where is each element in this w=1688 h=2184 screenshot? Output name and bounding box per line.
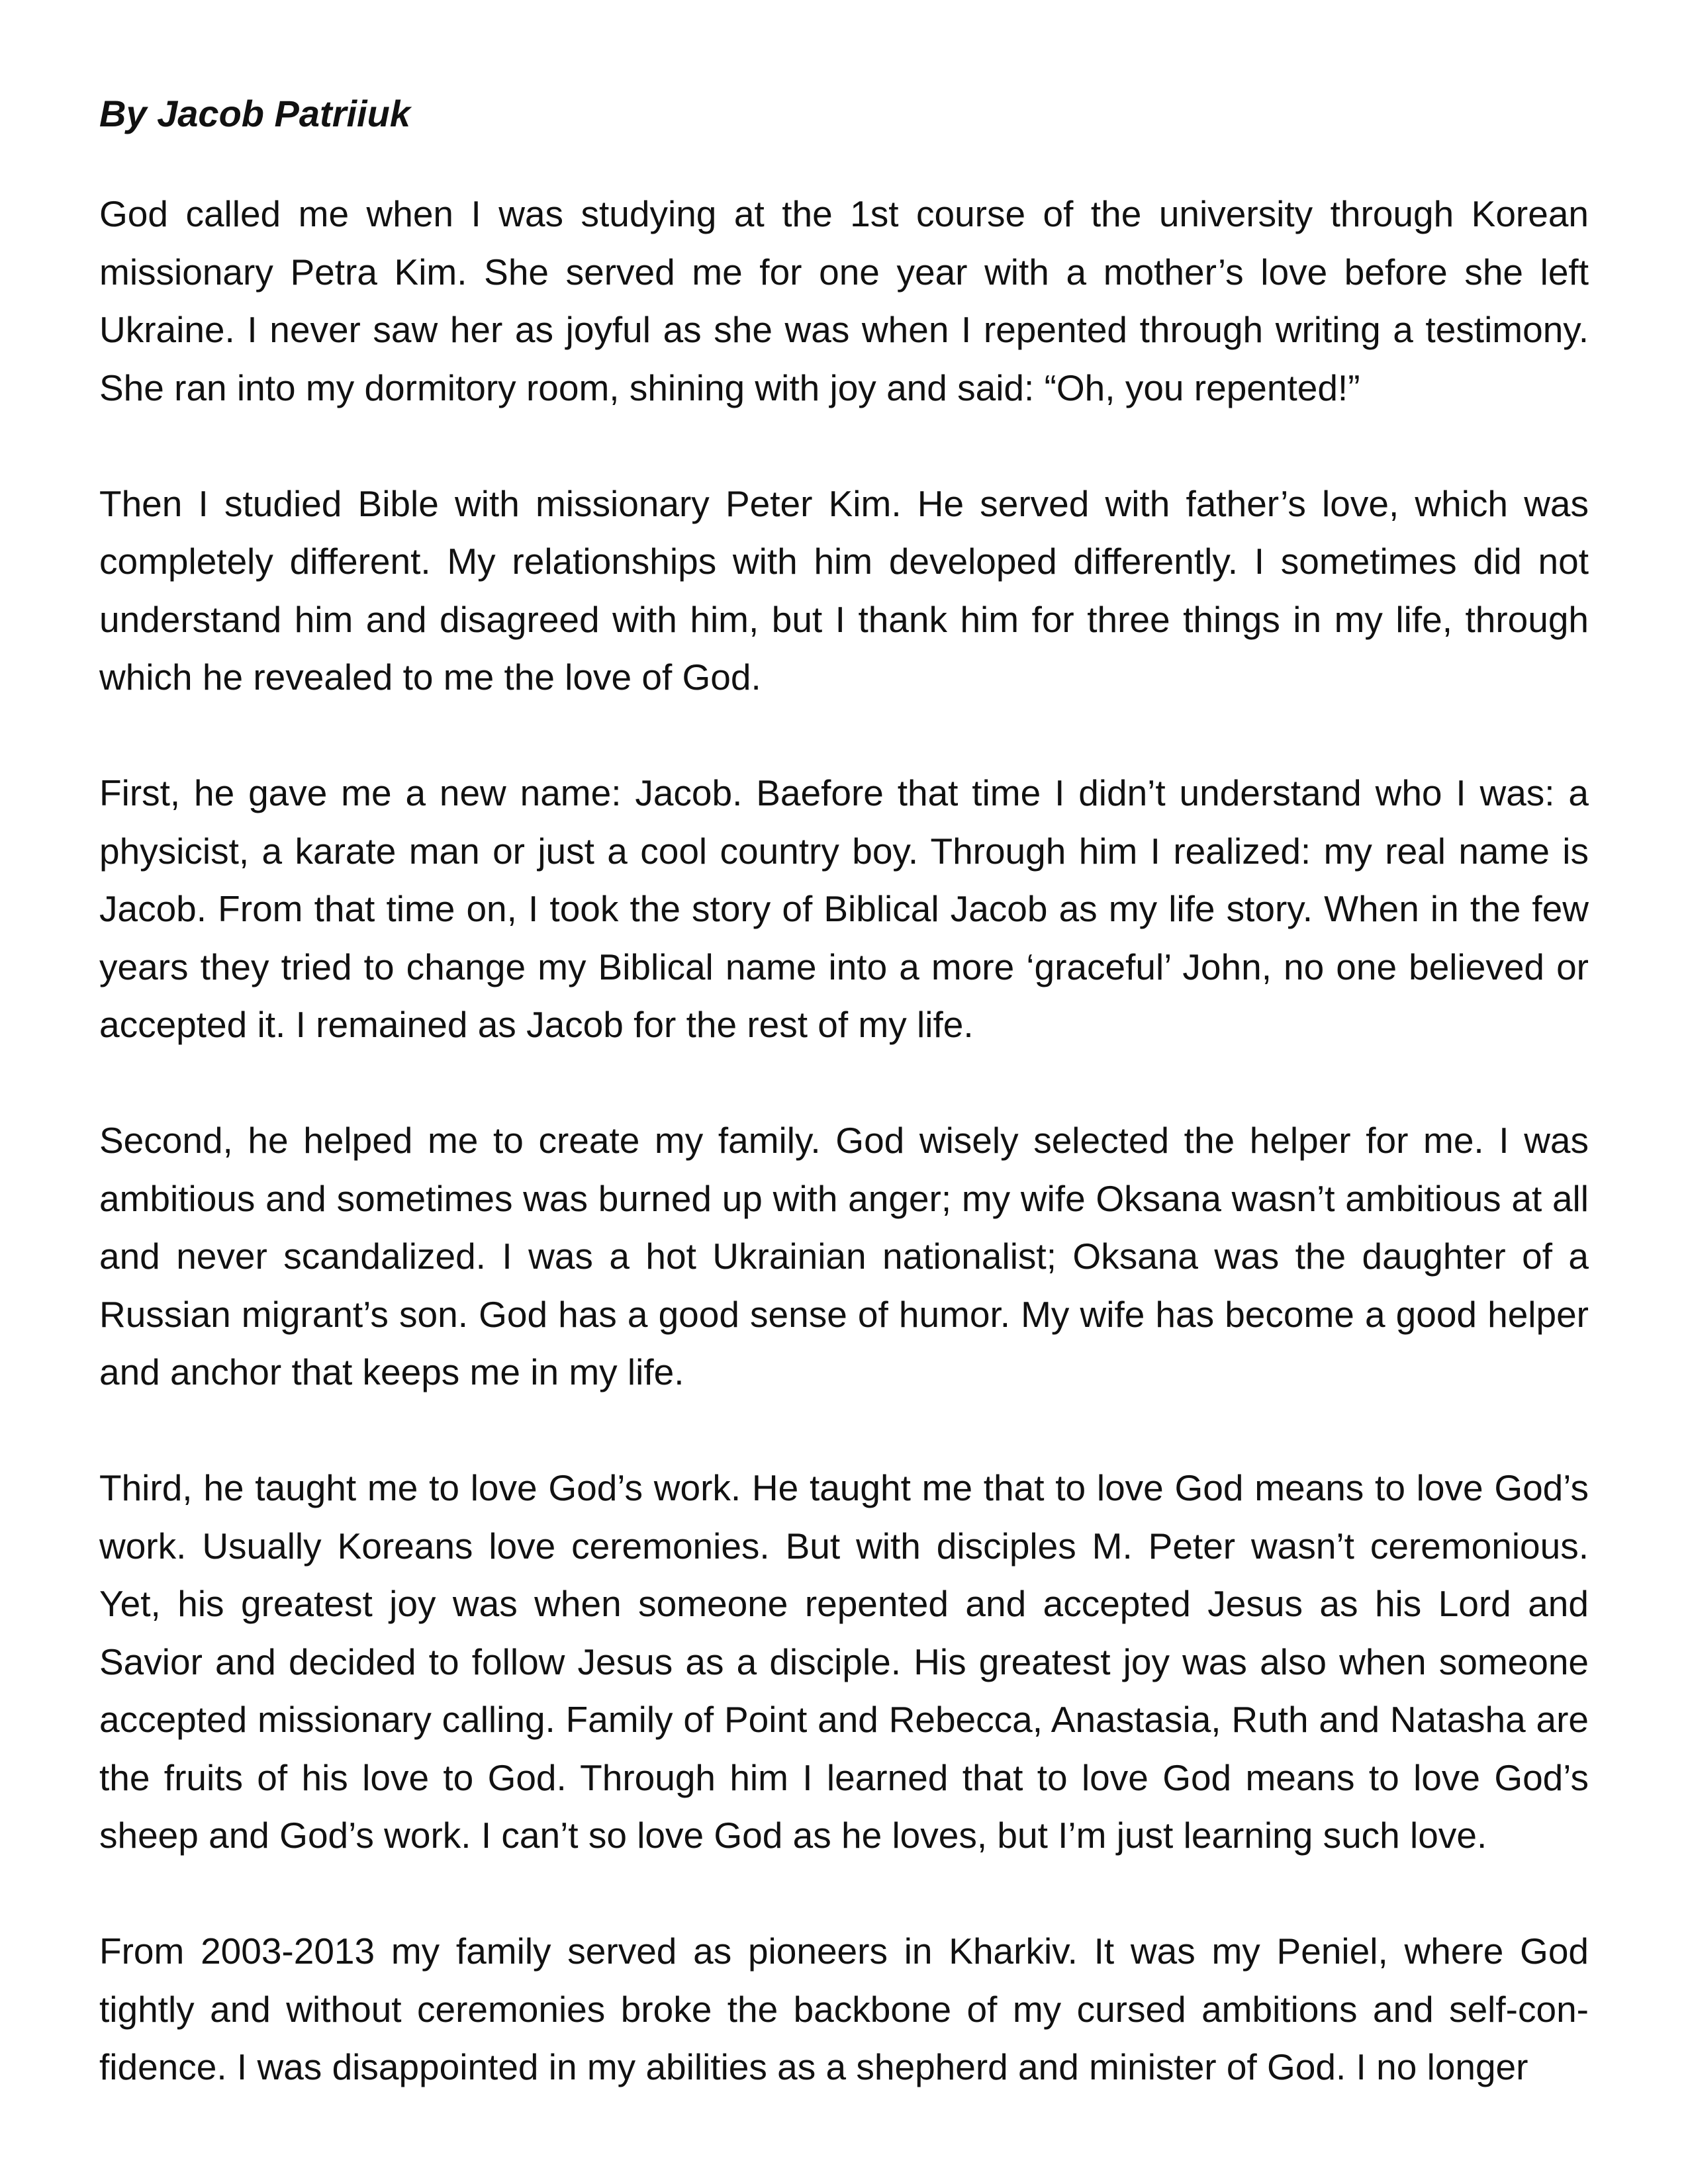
- paragraph-2: Then I studied Bible with missionary Peter Kim. He served with father’s love, which was completely different. My relationships with him developed differently. I sometimes did not understand him and disagreed with him, but I thank him for three things in my life, through which he revealed to me the love of God.: [99, 482, 1589, 698]
- paragraph-4: Second, he helped me to create my family. God wisely selected the helper for me. I was ambitious and sometimes was burned up with anger; my wife Oksana wasn’t ambitious at all and never scandalized. I was a hot Ukrainian nationalist; Oksana was the daughter of a Russian migrant’s son. God has a good sense of humor. My wife has become a good helper and anchor that keeps me in my life.: [99, 1120, 1589, 1392]
- author-byline: By Jacob Patriiuk: [99, 93, 410, 134]
- paragraph-6: From 2003-2013 my family served as pioneers in Kharkiv. It was my Peniel, where God tightly and without ceremonies broke the backbone of my cursed ambitions and self-confidence. I was disappointed in my abilities as a shepherd and minister of God. I no longer: [99, 1931, 1589, 2087]
- paragraph-5: Third, he taught me to love God’s work. He taught me that to love God means to love God’s work. Usually Koreans love ceremonies. But with disciples M. Peter wasn’t ceremonious. Yet, his greatest joy was when someone repented and accepted Jesus as his Lord and Savior and decided to follow Jesus as a disciple. His greatest joy was also when someone accepted missionary calling. Family of Point and Rebecca, Anastasia, Ruth and Natasha are the fruits of his love to God. Through him I learned that to love God means to love God’s sheep and God’s work. I can’t so love God as he loves, but I’m just learning such love.: [99, 1467, 1589, 1856]
- paragraph-1: God called me when I was studying at the 1st course of the university through Korean missionary Petra Kim. She served me for one year with a mother’s love before she left Ukraine. I never saw her as joyful as she was when I repented through writing a testimony. She ran into my dormitory room, shining with joy and said: “Oh, you repented!”: [99, 193, 1589, 408]
- paragraph-3: First, he gave me a new name: Jacob. Baefore that time I didn’t understand who I was: a physicist, a karate man or just a cool country boy. Through him I realized: my real name is Jacob. From that time on, I took the story of Biblical Jacob as my life story. When in the few years they tried to change my Biblical name into a more ‘graceful’ John, no one believed or accepted it. I remained as Jacob for the rest of my life.: [99, 772, 1589, 1045]
- document-page: [99, 93, 1589, 2154]
